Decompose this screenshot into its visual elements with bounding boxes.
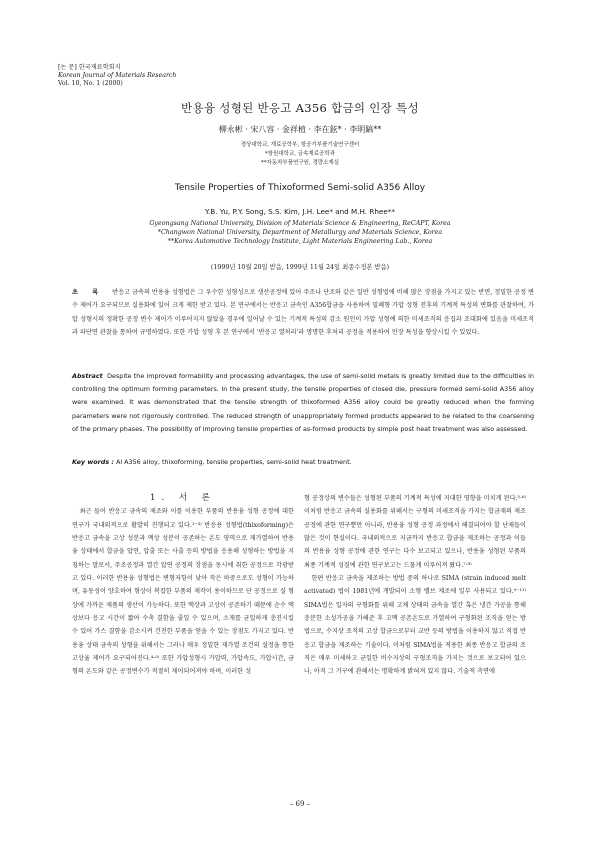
english-authors: Y.B. Yu, P.Y. Song, S.S. Kim, J.H. Lee* and M.H. Rhee** [205, 207, 395, 216]
korean-abstract-text: 반응고 금속의 반용융 성형법은 그 우수한 성형성으로 생산공정에 있어 주조나 단조와 같은 일반 성형법에 비해 많은 장점을 가지고 있는 반면, 정밀한 공정 변수 제어가 요구되므로 실용화에 있어 크게 제한 받고 있다. 본 연구에서는 반응고 금속인 A356합금을 사용하여 밀폐형 가압 성형 전후의 기계적 특성의 변화를 관찰하여, 가압 성형시의 정확한 공정 변수 제어가 이루어지지 않았을 경우에 일어날 수 있는 기계적 특성의 감소 원인이 가압 성형에 의한 미세조직의 응집과 조대화에 있음을 미세조직과 파단면 관찰을 통하여 규명하였다. 또한 가압 성형 후 본 연구에서 '반응고 열처리'라 명명한 후처리 공정을 적용하여 인장 특성을 향상시킬 수 있었다. [72, 289, 535, 336]
english-affiliation-3: **Korea Automotive Technology Institute, Light Materials Engineering Lab., Korea [167, 238, 433, 246]
body-column-right [304, 492, 526, 679]
korean-affiliation-3: **자동차부품연구원, 경량소재실 [260, 160, 340, 166]
journal-name-korean: [논 문] 한국재료학회지 [58, 64, 121, 71]
keywords-label: Key words : [72, 458, 114, 466]
korean-abstract [72, 286, 534, 339]
korean-abstract-label: 초 록 [72, 289, 105, 296]
korean-title: 반용융 성형된 반응고 A356 합금의 인장 특성 [181, 101, 419, 115]
paragraph: 형 공정상의 변수들은 성형된 부품의 기계적 특성에 지대한 영향을 미치게 된다.⁵·⁶⁾ 이처럼 반응고 금속의 실용화를 위해서는 구형의 미세조직을 가지는 합금재의 제조 공정에 관한 연구뿐만 아니라, 반용융 성형 공정 과정에서 해결되어야 할 난제들이 많은 것이 현실이다. 국내외적으로 지금까지 반응고 합금을 제조하는 공정과 이들의 반용융 성형 공정에 관한 연구는 다수 보고되고 있으나, 반용융 성형된 부품의 최종 기계적 성질에 관한 연구보고는 드물게 이루어져 왔다.⁷·⁸⁾ [304, 495, 526, 569]
english-abstract-label: Abstract [72, 372, 103, 380]
journal-name-english: Korean Journal of Materials Research [58, 72, 177, 79]
paragraph: 한편 반응고 금속을 제조하는 방법 중의 하나로 SIMA (strain induced melt activated) 법이 1981년에 개발되어 소형 밸브 제조에 일부 사용되고 있다.⁹⁻¹¹⁾ SIMA법은 입자의 구형화를 위해 고체 상태의 금속을 열간 혹은 냉간 가공을 통해 충분한 소성가공을 가해준 후 고액 공존온도로 가열하여 구형화된 조직을 얻는 방법으로, 수지상 조직의 고상 합금으로부터 교반 등의 방법을 이용하지 않고 직접 반응고 합금을 제조하는 기술이다. 이처럼 SIMA법을 적용한 최종 반응고 합금의 조직은 매우 미세하고 균일한 비수지상의 구형조직을 가지는 것으로 보고되어 있으나, 아직 그 기구에 관해서는 명확하게 밝혀져 있지 않다. 기술적 측면에 [304, 575, 526, 676]
english-affiliation-2: *Changwon National University, Department of Metallurgy and Materials Science, Korea [157, 229, 443, 237]
english-abstract-text: Despite the improved formability and processing advantages, the use of semi-solid metals is greatly limited due to the difficulties in controlling the optimum forming parameters. In the present study, the tensile properties of closed die, pressure formed semi-solid A356 alloy were examined. It was demonstrated that the tensile strength of thixoformed A356 alloy could be greatly reduced when the forming parameters were not rigorously controlled. The reduced strength of unappropriately formed products appeared to be related to the coarsening of the primary phases. The possibility of improving tensile properties of as-formed products by simple post heat treatment was also assessed. [72, 372, 534, 433]
body-column-left [72, 492, 294, 679]
keywords [72, 458, 534, 466]
section-heading: 1. 서 론 [150, 493, 216, 503]
korean-authors: 柳永彬 · 宋八容 · 金祥植 · 李在鉉* · 李明鎬** [218, 125, 382, 134]
english-affiliation-1: Gyeongsang National University, Division of Materials Science & Engineering, ReCAPT, Korea [149, 220, 451, 227]
page-number: – 69 – [289, 800, 311, 808]
korean-affiliation-1: 경상대학교, 재료공학부, 항공기부품기술연구센터 [240, 142, 360, 148]
journal-volume: Vol. 10, No. 1 (2000) [58, 80, 123, 87]
english-affiliations [0, 219, 600, 247]
received-dates: (1999년 10월 20일 받음, 1999년 11월 24일 최종수정본 받음) [210, 264, 390, 271]
keywords-text: Al A356 alloy, thixoforming, tensile properties, semi-solid heat treatment. [115, 458, 352, 466]
korean-affiliation-2: *창원대학교, 금속재료공학과 [264, 151, 335, 157]
journal-header [58, 64, 176, 88]
english-abstract [72, 370, 534, 436]
english-title: Tensile Properties of Thixoformed Semi-solid A356 Alloy [174, 183, 426, 193]
paragraph: 최근 들어 반응고 금속의 제조와 이를 이용한 부품의 반용융 성형 공정에 대한 연구가 국내외적으로 활발히 진행되고 있다.¹⁻³⁾ 반응용 성형법(thixoforming)은 반응고 금속을 고상 성분과 액상 성분이 공존하는 온도 영역으로 재가열하여 반용융 상태에서 합금을 압연, 압출 또는 사출 등의 방법을 응용해 성형하는 방법을 지칭하는 말로서, 주조공정과 열간 압연 공정의 장점을 동시에 취한 공정으로 각광받고 있다. 이러한 반용융 성형법은 변형저항이 낮아 작은 하중으로도 성형이 가능하며, 유동성이 양호하여 형상이 복잡한 부품의 제작이 용이하므로 단 공정으로 실 형상에 가까운 제품의 생산이 가능하다. 또한 액상과 고상이 공존하기 때문에 순수 액상보다 응고 시간이 짧아 수축 결함을 줄일 수 있으며, 소재를 균일하게 충진시킬 수 있어 가스 결함을 감소시켜 건전한 부품을 얻을 수 있는 장점도 가지고 있다. 반용융 상태 금속의 성형을 위해서는 그러나 매우 정밀한 재가열 조건의 설정을 통한 고상율 제어가 요구되어진다.⁴·⁵⁾ 또한 가압성형시 가압력, 가압속도, 가압시간, 금형의 온도와 같은 공정변수가 적절히 제어되어져야 하며, 이러한 성 [72, 508, 294, 676]
korean-affiliations [0, 141, 600, 168]
